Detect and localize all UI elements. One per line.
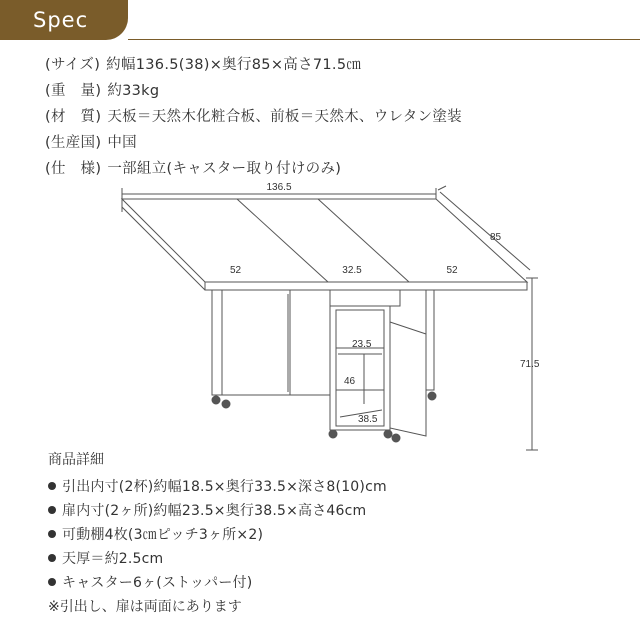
- dimension-height: 71.5: [520, 359, 540, 370]
- dimension-leaf-left: 52: [230, 265, 242, 276]
- details-text: 天厚＝約2.5cm: [62, 551, 164, 567]
- spec-label: (重 量): [45, 83, 102, 99]
- details-item: [48, 499, 387, 523]
- spec-title: Spec: [33, 8, 89, 32]
- dimension-shelf-depth: 38.5: [358, 414, 378, 425]
- details-list: [48, 475, 387, 595]
- spec-label: (サイズ): [45, 57, 101, 73]
- bullet-icon: [48, 482, 56, 490]
- spec-label: (仕 様): [45, 161, 102, 177]
- details-note: ※引出し、扉は両面にあります: [48, 599, 242, 615]
- spec-list: [45, 52, 462, 182]
- spec-item-weight: [45, 78, 462, 104]
- spec-tab: [0, 0, 128, 40]
- table-diagram: [100, 182, 560, 452]
- details-item: [48, 547, 387, 571]
- spec-value: 一部組立(キャスター取り付けのみ): [107, 161, 342, 177]
- details-item: [48, 523, 387, 547]
- details-text: キャスター6ヶ(ストッパー付): [62, 575, 253, 591]
- bullet-icon: [48, 578, 56, 586]
- spec-value: 中国: [107, 135, 137, 151]
- dimension-center: 32.5: [342, 265, 362, 276]
- details-item: [48, 475, 387, 499]
- details-text: 引出内寸(2杯)約幅18.5×奥行33.5×深さ8(10)cm: [62, 479, 387, 495]
- details-text: 扉内寸(2ヶ所)約幅23.5×奥行38.5×高さ46cm: [62, 503, 367, 519]
- bullet-icon: [48, 506, 56, 514]
- spec-item-size: [45, 52, 462, 78]
- product-details: [48, 449, 387, 619]
- dimension-depth: 85: [490, 232, 502, 243]
- spec-label: (材 質): [45, 109, 102, 125]
- spec-label: (生産国): [45, 135, 102, 151]
- bullet-icon: [48, 554, 56, 562]
- spec-value: 約幅136.5(38)×奥行85×高さ71.5㎝: [106, 57, 362, 73]
- dimension-shelf-height: 46: [344, 376, 356, 387]
- details-heading: 商品詳細: [48, 452, 104, 468]
- details-text: 可動棚4枚(3㎝ピッチ3ヶ所×2): [62, 527, 264, 543]
- spec-value: 天板＝天然木化粧合板、前板＝天然木、ウレタン塗装: [107, 109, 462, 125]
- dimension-width: 136.5: [266, 182, 292, 193]
- spec-item-origin: [45, 130, 462, 156]
- dimension-leaf-right: 52: [446, 265, 458, 276]
- spec-item-material: [45, 104, 462, 130]
- dimension-shelf-width: 23.5: [352, 339, 372, 350]
- spec-item-spec: [45, 156, 462, 182]
- spec-value: 約33kg: [107, 83, 160, 99]
- header-rule: [128, 39, 640, 40]
- bullet-icon: [48, 530, 56, 538]
- details-item: [48, 571, 387, 595]
